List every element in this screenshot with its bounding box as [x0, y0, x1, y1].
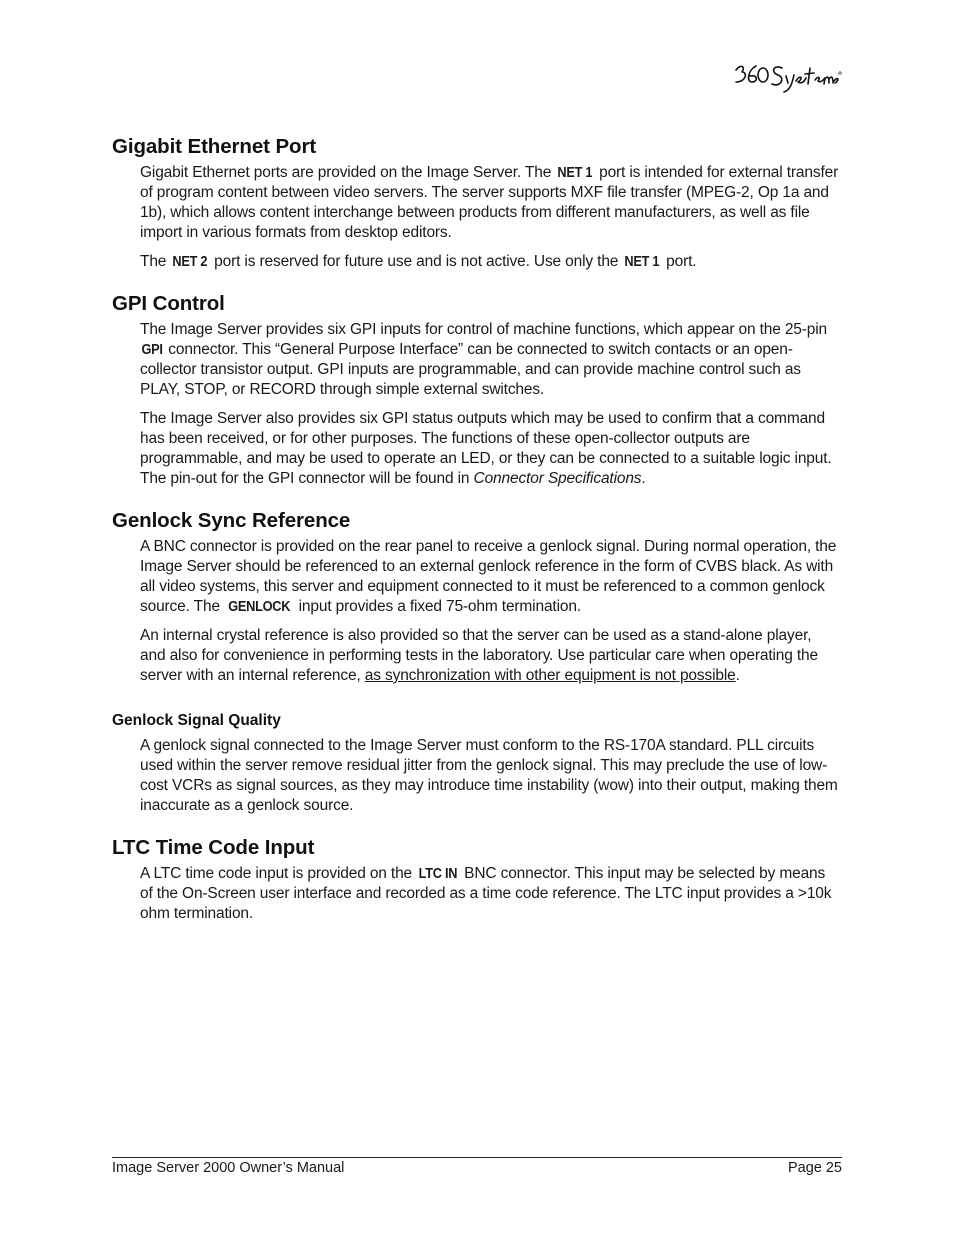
- section-genlock-signal-quality: [112, 712, 842, 816]
- section-heading: LTC Time Code Input: [112, 836, 315, 859]
- connector-label: NET 2: [172, 254, 208, 270]
- connector-label: NET 1: [557, 165, 593, 181]
- section-gigabit-ethernet: [112, 135, 842, 272]
- 360-systems-logo-icon: [730, 56, 842, 96]
- footer-manual-title: Image Server 2000 Owner’s Manual: [112, 1160, 345, 1176]
- paragraph: A LTC time code input is provided on the LTC IN BNC connector. This input may be selected by means of the On-Screen user interface and recorded as a time code reference. The LTC input provides a >10k ohm termination.: [140, 865, 832, 922]
- connector-label: LTC IN: [418, 866, 458, 882]
- paragraph: The Image Server provides six GPI inputs for control of machine functions, which appear on the 25-pin GPI connector. This “General Purpose Interface” can be connected to switch contacts or an open-collector transistor output. GPI inputs are programmable, and can provide machine control such as PLAY, STOP, or RECORD through simple external switches.: [140, 321, 828, 398]
- paragraph: A genlock signal connected to the Image Server must conform to the RS-170A standard. PLL circuits used within the server remove residual jitter from the genlock signal. This may preclude the use of low-cost VCRs as signal sources, as they may introduce time instability (wow) into their output, making them inaccurate as a genlock source.: [140, 737, 838, 814]
- section-heading: Genlock Sync Reference: [112, 509, 351, 532]
- page-content: [112, 135, 842, 944]
- footer-divider: [112, 1157, 842, 1158]
- section-ltc-time-code: [112, 836, 842, 924]
- paragraph: The NET 2 port is reserved for future use and is not active. Use only the NET 1 port.: [140, 253, 697, 270]
- section-heading: GPI Control: [112, 292, 225, 315]
- connector-label: NET 1: [624, 254, 660, 270]
- underlined-warning: as synchronization with other equipment is not possible: [364, 667, 736, 684]
- paragraph: The Image Server also provides six GPI status outputs which may be used to confirm that a command has been received, or for other purposes. The functions of these open-collector outputs are programmable, and may be used to operate an LED, or they can be connected to a suitable logic input. The pin-out for the GPI connector will be found in Connector Specifications.: [140, 410, 832, 487]
- paragraph: Gigabit Ethernet ports are provided on the Image Server. The NET 1 port is intended for external transfer of program content between video servers. The server supports MXF file transfer (MPEG-2, Op 1a and 1b), which allows content interchange between products from different manufacturers, as well as file import in various formats from desktop editors.: [140, 164, 839, 241]
- subsection-heading: Genlock Signal Quality: [112, 712, 281, 729]
- section-heading: Gigabit Ethernet Port: [112, 135, 317, 158]
- paragraph: An internal crystal reference is also provided so that the server can be used as a stand-alone player, and also for convenience in performing tests in the laboratory. Use particular care when operating the server with an internal reference, as synchronization with other equipment is not possible.: [140, 627, 818, 684]
- connector-label: GPI: [141, 342, 163, 358]
- footer-page-number: Page 25: [787, 1160, 842, 1176]
- section-gpi-control: [112, 292, 842, 489]
- connector-label: GENLOCK: [228, 599, 291, 615]
- section-genlock-sync: [112, 509, 842, 686]
- paragraph: A BNC connector is provided on the rear panel to receive a genlock signal. During normal operation, the Image Server should be referenced to an external genlock reference in the form of CVBS black. As with all video systems, this server and equipment connected to it must be referenced to a common genlock source. The GENLOCK input provides a fixed 75-ohm termination.: [140, 538, 837, 615]
- cross-reference: Connector Specifications: [473, 470, 642, 487]
